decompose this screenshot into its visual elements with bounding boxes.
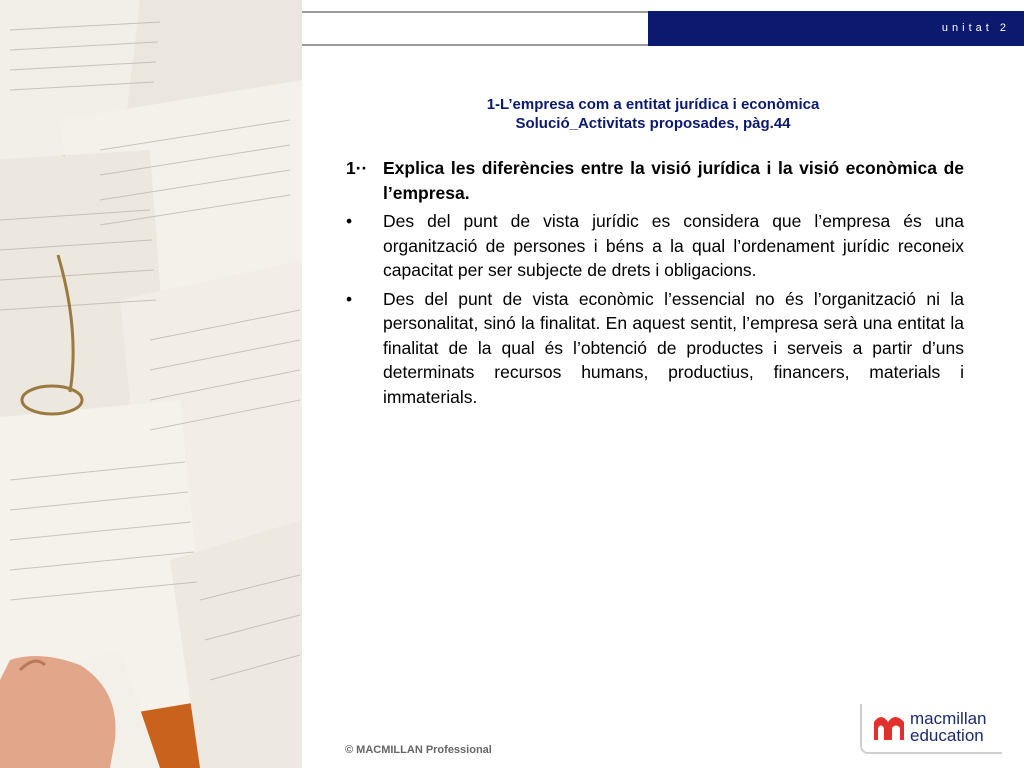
macmillan-logo	[860, 704, 1002, 754]
question-number: 1··	[346, 158, 368, 178]
papers-illustration	[0, 0, 302, 768]
copyright-notice: © MACMILLAN Professional	[345, 744, 492, 756]
decorative-photo	[0, 0, 302, 768]
header-divider-top	[302, 11, 648, 13]
answer-text-economic: Des del punt de vista econòmic l’essencial no és l’organització ni la personalitat, sinó la finalitat. En aquest sentit, l’empresa serà una entitat la finalitat de la qual és l’obtenció de productes i serveis a partir d’uns determinats recursos humans, productius, financers, materials i immaterials.	[383, 288, 964, 407]
bullet-marker: •	[346, 288, 353, 309]
unit-band	[648, 11, 1024, 46]
bullet-marker: •	[346, 211, 353, 231]
slide-subtitle: Solució_Activitats proposades, pàg.44	[515, 115, 791, 132]
slide-title-line1: 1-L’empresa com a entitat jurídica i econòmica	[486, 96, 820, 113]
question-item	[346, 156, 964, 205]
macmillan-logo-text	[910, 710, 987, 744]
answer-item-economic	[346, 287, 964, 410]
slide-content	[346, 156, 964, 413]
macmillan-logo-icon	[872, 710, 906, 742]
unit-label: unitat 2	[941, 22, 1010, 34]
logo-line-1: macmillan	[910, 709, 987, 728]
logo-line-2: education	[910, 726, 984, 745]
slide-title	[302, 95, 1004, 133]
question-text: Explica les diferències entre la visió jurídica i la visió econòmica de l’empresa.	[383, 158, 964, 203]
header-divider-bottom	[302, 44, 648, 46]
answer-text-legal: Des del punt de vista jurídic es considera que l’empresa és una organització de persones i béns a la qual l’ordenament jurídic reconeix capacitat per ser subjecte de drets i obligacions.	[383, 211, 964, 280]
answer-item-legal	[346, 209, 964, 283]
